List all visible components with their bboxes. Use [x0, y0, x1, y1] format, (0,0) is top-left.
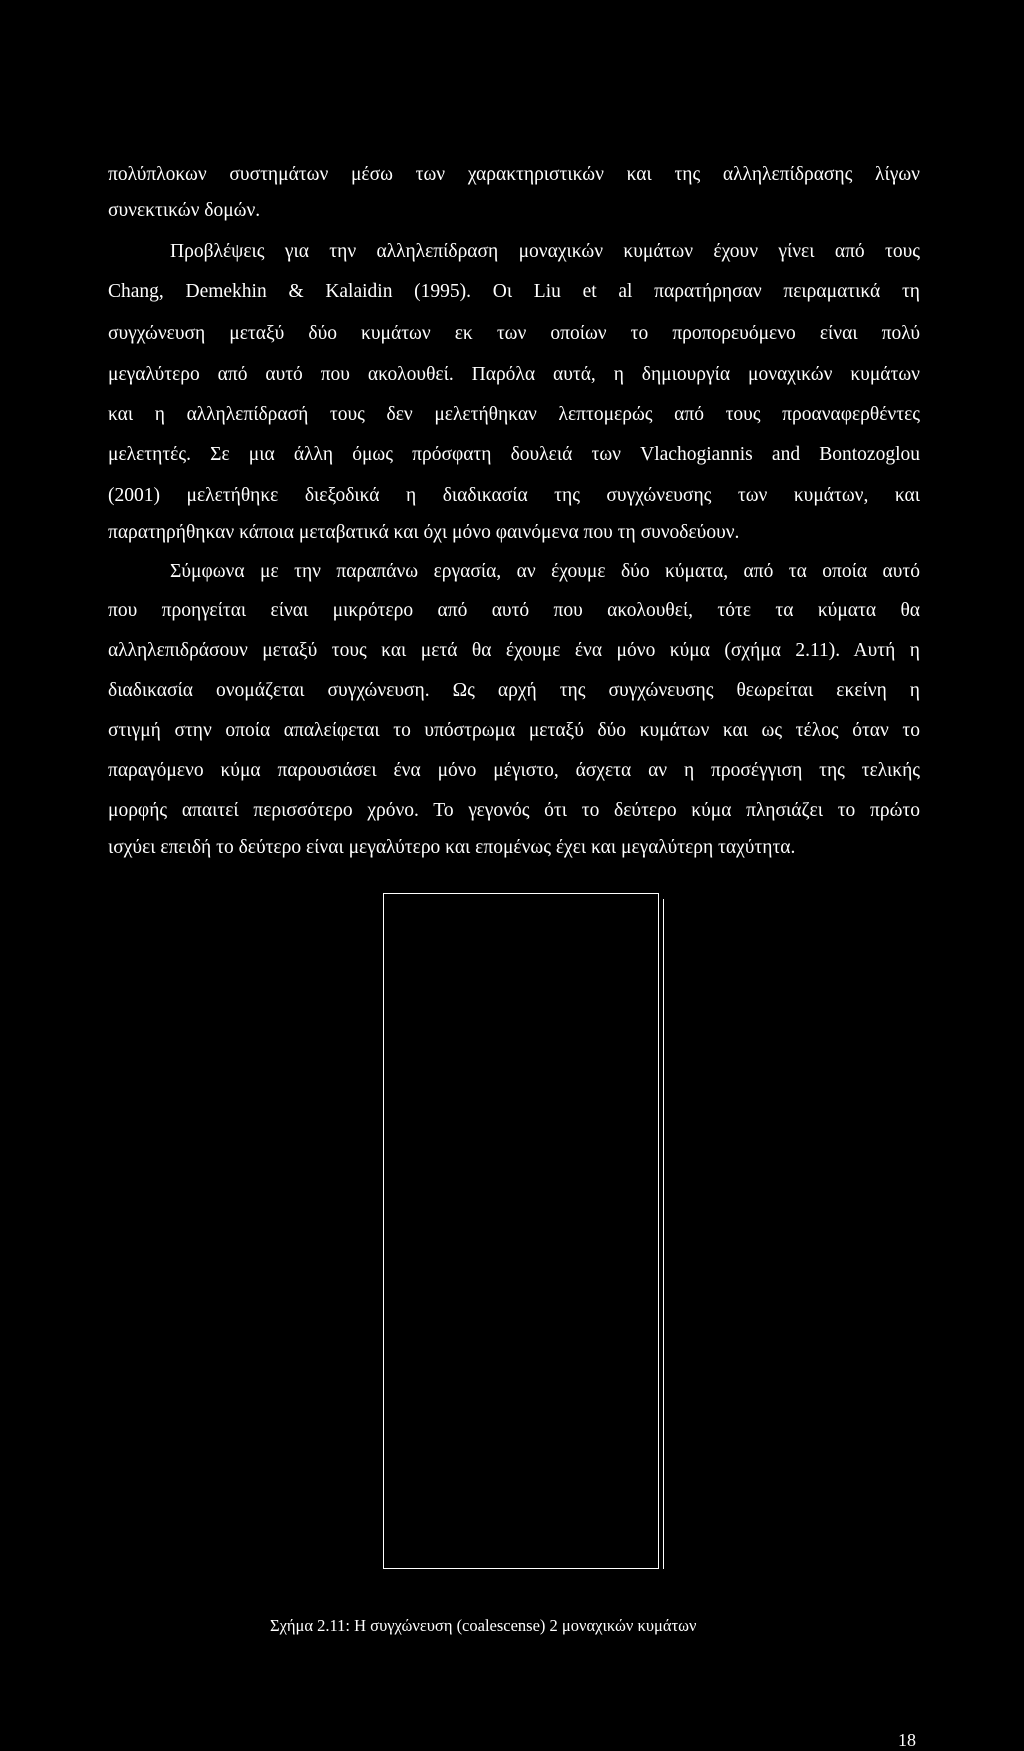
text-line: μορφής απαιτεί περισσότερο χρόνο. Το γεγονός ότι το δεύτερο κύμα πλησιάζει το πρώτο [108, 800, 920, 821]
text-line: Chang, Demekhin & Kalaidin (1995). Οι Liu et al παρατήρησαν πειραματικά τη [108, 281, 920, 302]
text-line: Προβλέψεις για την αλληλεπίδραση μοναχικών κυμάτων έχουν γίνει από τους [170, 241, 920, 262]
text-line: μελετητές. Σε μια άλλη όμως πρόσφατη δουλειά των Vlachogiannis and Bontozoglou [108, 444, 920, 465]
text-line: στιγμή στην οποία απαλείφεται το υπόστρωμα μεταξύ δύο κυμάτων και ως τέλος όταν το [108, 720, 920, 741]
text-line: συνεκτικών δομών. [108, 200, 261, 221]
page-number: 18 [898, 1730, 916, 1750]
text-line: συγχώνευση μεταξύ δύο κυμάτων εκ των οποίων το προπορευόμενο είναι πολύ [108, 323, 920, 344]
figure-caption: Σχήμα 2.11: Η συγχώνευση (coalescense) 2 μοναχικών κυμάτων [270, 1616, 697, 1635]
text-line: ισχύει επειδή το δεύτερο είναι μεγαλύτερο και επομένως έχει και μεγαλύτερη ταχύτητα. [108, 837, 796, 858]
text-line: και η αλληλεπίδρασή τους δεν μελετήθηκαν λεπτομερώς από τους προαναφερθέντες [108, 404, 920, 425]
text-line: παραγόμενο κύμα παρουσιάσει ένα μόνο μέγιστο, άσχετα αν η προσέγγιση της τελικής [108, 760, 920, 781]
text-line: μεγαλύτερο από αυτό που ακολουθεί. Παρόλα αυτά, η δημιουργία μοναχικών κυμάτων [108, 364, 920, 385]
text-line: διαδικασία ονομάζεται συγχώνευση. Ως αρχή της συγχώνευσης θεωρείται εκείνη η [108, 680, 920, 701]
figure-frame-edge [383, 893, 664, 1569]
figure-frame-right-edge [663, 899, 665, 1569]
text-line: (2001) μελετήθηκε διεξοδικά η διαδικασία της συγχώνευσης των κυμάτων, και [108, 485, 920, 506]
text-line: αλληλεπιδράσουν μεταξύ τους και μετά θα έχουμε ένα μόνο κύμα (σχήμα 2.11). Αυτή η [108, 640, 920, 661]
text-line: πολύπλοκων συστημάτων μέσω των χαρακτηριστικών και της αλληλεπίδρασης λίγων [108, 164, 920, 185]
text-line: παρατηρήθηκαν κάποια μεταβατικά και όχι μόνο φαινόμενα που τη συνοδεύουν. [108, 522, 740, 543]
text-line: που προηγείται είναι μικρότερο από αυτό που ακολουθεί, τότε τα κύματα θα [108, 600, 920, 621]
text-line: Σύμφωνα με την παραπάνω εργασία, αν έχουμε δύο κύματα, από τα οποία αυτό [170, 561, 920, 582]
